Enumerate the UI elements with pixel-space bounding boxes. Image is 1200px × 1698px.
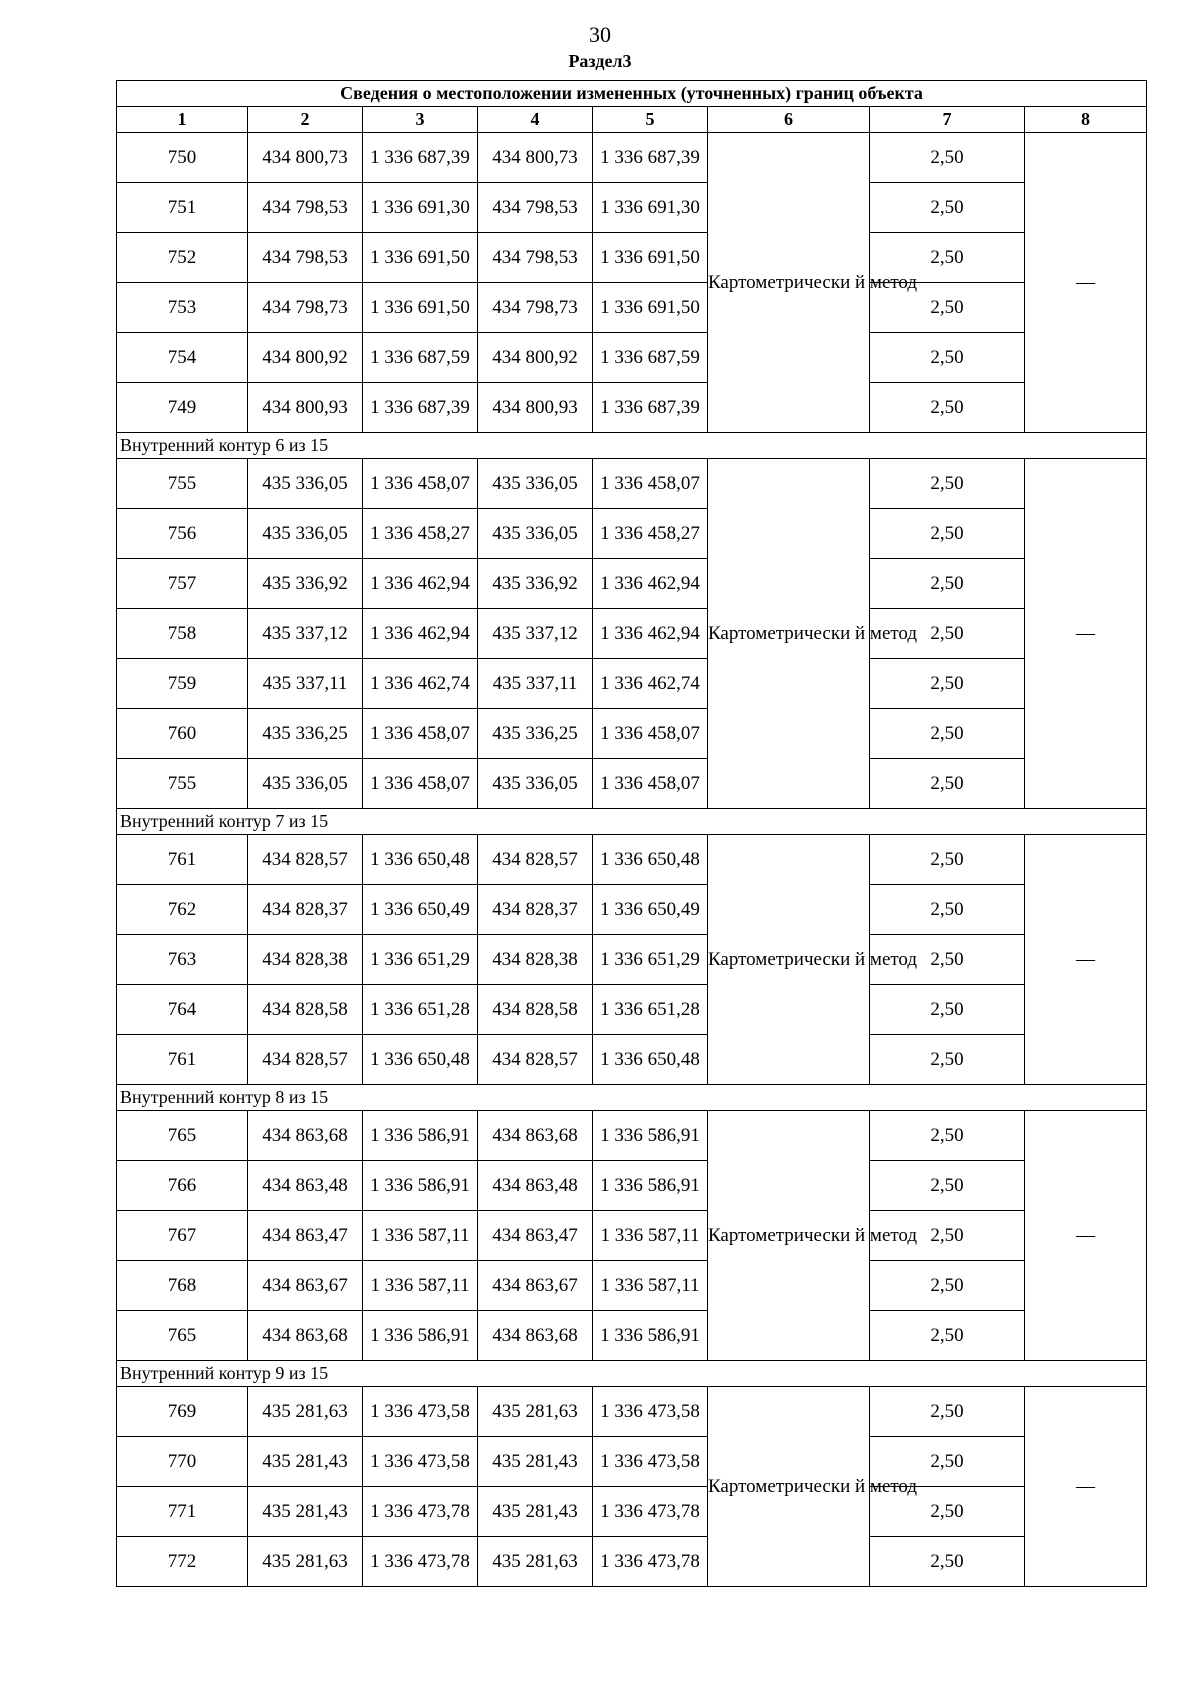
x-new-cell: 435 337,11 <box>478 659 593 709</box>
accuracy-cell: 2,50 <box>870 885 1025 935</box>
point-number-cell: 771 <box>117 1487 248 1537</box>
table-title: Сведения о местоположении измененных (уточненных) границ объекта <box>117 81 1147 107</box>
x-existing-cell: 434 828,58 <box>248 985 363 1035</box>
accuracy-cell: 2,50 <box>870 1161 1025 1211</box>
column-number: 1 <box>117 107 248 133</box>
column-number: 5 <box>593 107 708 133</box>
x-existing-cell: 434 863,68 <box>248 1111 363 1161</box>
y-existing-cell: 1 336 650,48 <box>363 1035 478 1085</box>
x-new-cell: 434 798,73 <box>478 283 593 333</box>
accuracy-cell: 2,50 <box>870 1387 1025 1437</box>
y-new-cell: 1 336 473,58 <box>593 1437 708 1487</box>
point-number-cell: 764 <box>117 985 248 1035</box>
y-new-cell: 1 336 458,27 <box>593 509 708 559</box>
table-row <box>117 559 1147 609</box>
x-existing-cell: 435 337,11 <box>248 659 363 709</box>
y-new-cell: 1 336 691,30 <box>593 183 708 233</box>
y-existing-cell: 1 336 586,91 <box>363 1161 478 1211</box>
x-existing-cell: 434 800,73 <box>248 133 363 183</box>
point-number-cell: 749 <box>117 383 248 433</box>
y-existing-cell: 1 336 473,58 <box>363 1387 478 1437</box>
table-row <box>117 183 1147 233</box>
accuracy-cell: 2,50 <box>870 709 1025 759</box>
table-row <box>117 935 1147 985</box>
y-new-cell: 1 336 651,28 <box>593 985 708 1035</box>
y-existing-cell: 1 336 650,49 <box>363 885 478 935</box>
column-8-cell: — <box>1025 1387 1147 1587</box>
x-new-cell: 434 800,92 <box>478 333 593 383</box>
y-new-cell: 1 336 458,07 <box>593 709 708 759</box>
contour-label: Внутренний контур 7 из 15 <box>117 809 1147 835</box>
y-existing-cell: 1 336 458,07 <box>363 759 478 809</box>
contour-header-row <box>117 809 1147 835</box>
accuracy-cell: 2,50 <box>870 233 1025 283</box>
x-new-cell: 435 336,25 <box>478 709 593 759</box>
y-new-cell: 1 336 650,48 <box>593 835 708 885</box>
x-new-cell: 435 281,63 <box>478 1387 593 1437</box>
point-number-cell: 754 <box>117 333 248 383</box>
y-new-cell: 1 336 458,07 <box>593 459 708 509</box>
point-number-cell: 751 <box>117 183 248 233</box>
column-number: 3 <box>363 107 478 133</box>
accuracy-cell: 2,50 <box>870 1211 1025 1261</box>
point-number-cell: 757 <box>117 559 248 609</box>
accuracy-cell: 2,50 <box>870 1437 1025 1487</box>
y-new-cell: 1 336 458,07 <box>593 759 708 809</box>
y-existing-cell: 1 336 458,07 <box>363 459 478 509</box>
column-number: 8 <box>1025 107 1147 133</box>
y-new-cell: 1 336 687,39 <box>593 383 708 433</box>
x-new-cell: 434 828,57 <box>478 835 593 885</box>
x-new-cell: 434 798,53 <box>478 183 593 233</box>
accuracy-cell: 2,50 <box>870 509 1025 559</box>
contour-header-row <box>117 433 1147 459</box>
accuracy-cell: 2,50 <box>870 1487 1025 1537</box>
column-8-cell: — <box>1025 1111 1147 1361</box>
point-number-cell: 755 <box>117 459 248 509</box>
point-number-cell: 750 <box>117 133 248 183</box>
x-existing-cell: 435 281,43 <box>248 1487 363 1537</box>
point-number-cell: 769 <box>117 1387 248 1437</box>
table-row <box>117 885 1147 935</box>
point-number-cell: 761 <box>117 1035 248 1085</box>
accuracy-cell: 2,50 <box>870 1311 1025 1361</box>
y-new-cell: 1 336 462,74 <box>593 659 708 709</box>
y-existing-cell: 1 336 458,27 <box>363 509 478 559</box>
accuracy-cell: 2,50 <box>870 383 1025 433</box>
page-number: 30 <box>589 22 611 47</box>
method-cell: Картометрически й метод <box>708 459 870 809</box>
boundary-points-table <box>116 80 1147 1587</box>
x-existing-cell: 435 337,12 <box>248 609 363 659</box>
point-number-cell: 767 <box>117 1211 248 1261</box>
method-cell: Картометрически й метод <box>708 835 870 1085</box>
method-cell: Картометрически й метод <box>708 1387 870 1587</box>
column-number: 6 <box>708 107 870 133</box>
point-number-cell: 759 <box>117 659 248 709</box>
x-existing-cell: 434 828,38 <box>248 935 363 985</box>
y-new-cell: 1 336 650,48 <box>593 1035 708 1085</box>
contour-label: Внутренний контур 6 из 15 <box>117 433 1147 459</box>
y-existing-cell: 1 336 462,94 <box>363 609 478 659</box>
point-number-cell: 753 <box>117 283 248 333</box>
y-existing-cell: 1 336 587,11 <box>363 1261 478 1311</box>
x-new-cell: 434 828,57 <box>478 1035 593 1085</box>
accuracy-cell: 2,50 <box>870 333 1025 383</box>
table-row <box>117 509 1147 559</box>
point-number-cell: 768 <box>117 1261 248 1311</box>
x-existing-cell: 434 800,93 <box>248 383 363 433</box>
contour-header-row <box>117 1085 1147 1111</box>
table-row <box>117 985 1147 1035</box>
x-existing-cell: 434 800,92 <box>248 333 363 383</box>
x-existing-cell: 435 336,92 <box>248 559 363 609</box>
accuracy-cell: 2,50 <box>870 935 1025 985</box>
method-cell: Картометрически й метод <box>708 133 870 433</box>
x-existing-cell: 435 336,05 <box>248 759 363 809</box>
y-new-cell: 1 336 650,49 <box>593 885 708 935</box>
y-existing-cell: 1 336 687,59 <box>363 333 478 383</box>
y-new-cell: 1 336 587,11 <box>593 1261 708 1311</box>
x-existing-cell: 434 828,37 <box>248 885 363 935</box>
x-existing-cell: 435 281,63 <box>248 1387 363 1437</box>
x-existing-cell: 434 828,57 <box>248 835 363 885</box>
column-number: 2 <box>248 107 363 133</box>
column-8-cell: — <box>1025 133 1147 433</box>
accuracy-cell: 2,50 <box>870 985 1025 1035</box>
section-label: Раздел3 <box>568 51 632 71</box>
y-new-cell: 1 336 473,78 <box>593 1537 708 1587</box>
table-row <box>117 1111 1147 1161</box>
method-cell: Картометрически й метод <box>708 1111 870 1361</box>
y-new-cell: 1 336 586,91 <box>593 1161 708 1211</box>
x-new-cell: 435 336,05 <box>478 459 593 509</box>
y-new-cell: 1 336 687,59 <box>593 333 708 383</box>
x-new-cell: 435 336,92 <box>478 559 593 609</box>
table-row <box>117 383 1147 433</box>
point-number-cell: 763 <box>117 935 248 985</box>
y-existing-cell: 1 336 586,91 <box>363 1111 478 1161</box>
column-8-cell: — <box>1025 459 1147 809</box>
x-existing-cell: 435 281,43 <box>248 1437 363 1487</box>
point-number-cell: 772 <box>117 1537 248 1587</box>
accuracy-cell: 2,50 <box>870 133 1025 183</box>
x-new-cell: 434 863,68 <box>478 1111 593 1161</box>
y-new-cell: 1 336 687,39 <box>593 133 708 183</box>
y-new-cell: 1 336 691,50 <box>593 233 708 283</box>
table-row <box>117 1487 1147 1537</box>
table-row <box>117 835 1147 885</box>
accuracy-cell: 2,50 <box>870 1111 1025 1161</box>
table-row <box>117 609 1147 659</box>
table-row <box>117 1035 1147 1085</box>
x-existing-cell: 434 828,57 <box>248 1035 363 1085</box>
y-existing-cell: 1 336 687,39 <box>363 383 478 433</box>
y-existing-cell: 1 336 473,78 <box>363 1537 478 1587</box>
x-new-cell: 434 863,47 <box>478 1211 593 1261</box>
x-new-cell: 434 828,58 <box>478 985 593 1035</box>
y-new-cell: 1 336 473,78 <box>593 1487 708 1537</box>
y-new-cell: 1 336 586,91 <box>593 1111 708 1161</box>
x-new-cell: 434 800,93 <box>478 383 593 433</box>
point-number-cell: 761 <box>117 835 248 885</box>
x-existing-cell: 435 281,63 <box>248 1537 363 1587</box>
y-existing-cell: 1 336 462,74 <box>363 659 478 709</box>
point-number-cell: 765 <box>117 1111 248 1161</box>
table-row <box>117 709 1147 759</box>
table-row <box>117 1537 1147 1587</box>
x-new-cell: 434 828,38 <box>478 935 593 985</box>
table-row <box>117 759 1147 809</box>
y-existing-cell: 1 336 473,78 <box>363 1487 478 1537</box>
column-8-cell: — <box>1025 835 1147 1085</box>
y-existing-cell: 1 336 650,48 <box>363 835 478 885</box>
point-number-cell: 760 <box>117 709 248 759</box>
point-number-cell: 765 <box>117 1311 248 1361</box>
x-existing-cell: 434 798,73 <box>248 283 363 333</box>
x-existing-cell: 434 863,67 <box>248 1261 363 1311</box>
accuracy-cell: 2,50 <box>870 283 1025 333</box>
x-new-cell: 435 336,05 <box>478 759 593 809</box>
x-new-cell: 435 336,05 <box>478 509 593 559</box>
y-new-cell: 1 336 651,29 <box>593 935 708 985</box>
accuracy-cell: 2,50 <box>870 1035 1025 1085</box>
x-new-cell: 434 863,48 <box>478 1161 593 1211</box>
point-number-cell: 755 <box>117 759 248 809</box>
table-row <box>117 1161 1147 1211</box>
x-new-cell: 434 798,53 <box>478 233 593 283</box>
x-existing-cell: 434 863,48 <box>248 1161 363 1211</box>
x-new-cell: 435 281,43 <box>478 1437 593 1487</box>
accuracy-cell: 2,50 <box>870 609 1025 659</box>
y-new-cell: 1 336 462,94 <box>593 609 708 659</box>
table-row <box>117 1437 1147 1487</box>
point-number-cell: 770 <box>117 1437 248 1487</box>
y-existing-cell: 1 336 691,50 <box>363 233 478 283</box>
y-existing-cell: 1 336 473,58 <box>363 1437 478 1487</box>
table-row <box>117 1261 1147 1311</box>
y-new-cell: 1 336 691,50 <box>593 283 708 333</box>
x-new-cell: 435 337,12 <box>478 609 593 659</box>
y-new-cell: 1 336 587,11 <box>593 1211 708 1261</box>
table-row <box>117 659 1147 709</box>
x-existing-cell: 435 336,25 <box>248 709 363 759</box>
accuracy-cell: 2,50 <box>870 659 1025 709</box>
x-new-cell: 434 800,73 <box>478 133 593 183</box>
y-new-cell: 1 336 586,91 <box>593 1311 708 1361</box>
table-row <box>117 133 1147 183</box>
accuracy-cell: 2,50 <box>870 559 1025 609</box>
point-number-cell: 758 <box>117 609 248 659</box>
x-new-cell: 435 281,43 <box>478 1487 593 1537</box>
column-number: 7 <box>870 107 1025 133</box>
point-number-cell: 756 <box>117 509 248 559</box>
column-number: 4 <box>478 107 593 133</box>
y-existing-cell: 1 336 462,94 <box>363 559 478 609</box>
contour-label: Внутренний контур 9 из 15 <box>117 1361 1147 1387</box>
y-new-cell: 1 336 473,58 <box>593 1387 708 1437</box>
table-row <box>117 233 1147 283</box>
point-number-cell: 762 <box>117 885 248 935</box>
y-existing-cell: 1 336 586,91 <box>363 1311 478 1361</box>
x-existing-cell: 435 336,05 <box>248 509 363 559</box>
table-row <box>117 1311 1147 1361</box>
contour-label: Внутренний контур 8 из 15 <box>117 1085 1147 1111</box>
accuracy-cell: 2,50 <box>870 759 1025 809</box>
contour-header-row <box>117 1361 1147 1387</box>
y-existing-cell: 1 336 587,11 <box>363 1211 478 1261</box>
accuracy-cell: 2,50 <box>870 835 1025 885</box>
accuracy-cell: 2,50 <box>870 1261 1025 1311</box>
x-new-cell: 435 281,63 <box>478 1537 593 1587</box>
x-new-cell: 434 828,37 <box>478 885 593 935</box>
accuracy-cell: 2,50 <box>870 183 1025 233</box>
accuracy-cell: 2,50 <box>870 1537 1025 1587</box>
accuracy-cell: 2,50 <box>870 459 1025 509</box>
x-existing-cell: 435 336,05 <box>248 459 363 509</box>
y-existing-cell: 1 336 458,07 <box>363 709 478 759</box>
point-number-cell: 766 <box>117 1161 248 1211</box>
point-number-cell: 752 <box>117 233 248 283</box>
x-existing-cell: 434 798,53 <box>248 183 363 233</box>
table-row <box>117 283 1147 333</box>
x-existing-cell: 434 798,53 <box>248 233 363 283</box>
table-row <box>117 1387 1147 1437</box>
x-new-cell: 434 863,67 <box>478 1261 593 1311</box>
y-existing-cell: 1 336 651,28 <box>363 985 478 1035</box>
y-existing-cell: 1 336 691,30 <box>363 183 478 233</box>
y-new-cell: 1 336 462,94 <box>593 559 708 609</box>
x-existing-cell: 434 863,68 <box>248 1311 363 1361</box>
x-existing-cell: 434 863,47 <box>248 1211 363 1261</box>
table-row <box>117 459 1147 509</box>
y-existing-cell: 1 336 651,29 <box>363 935 478 985</box>
x-new-cell: 434 863,68 <box>478 1311 593 1361</box>
table-row <box>117 1211 1147 1261</box>
y-existing-cell: 1 336 691,50 <box>363 283 478 333</box>
table-row <box>117 333 1147 383</box>
y-existing-cell: 1 336 687,39 <box>363 133 478 183</box>
